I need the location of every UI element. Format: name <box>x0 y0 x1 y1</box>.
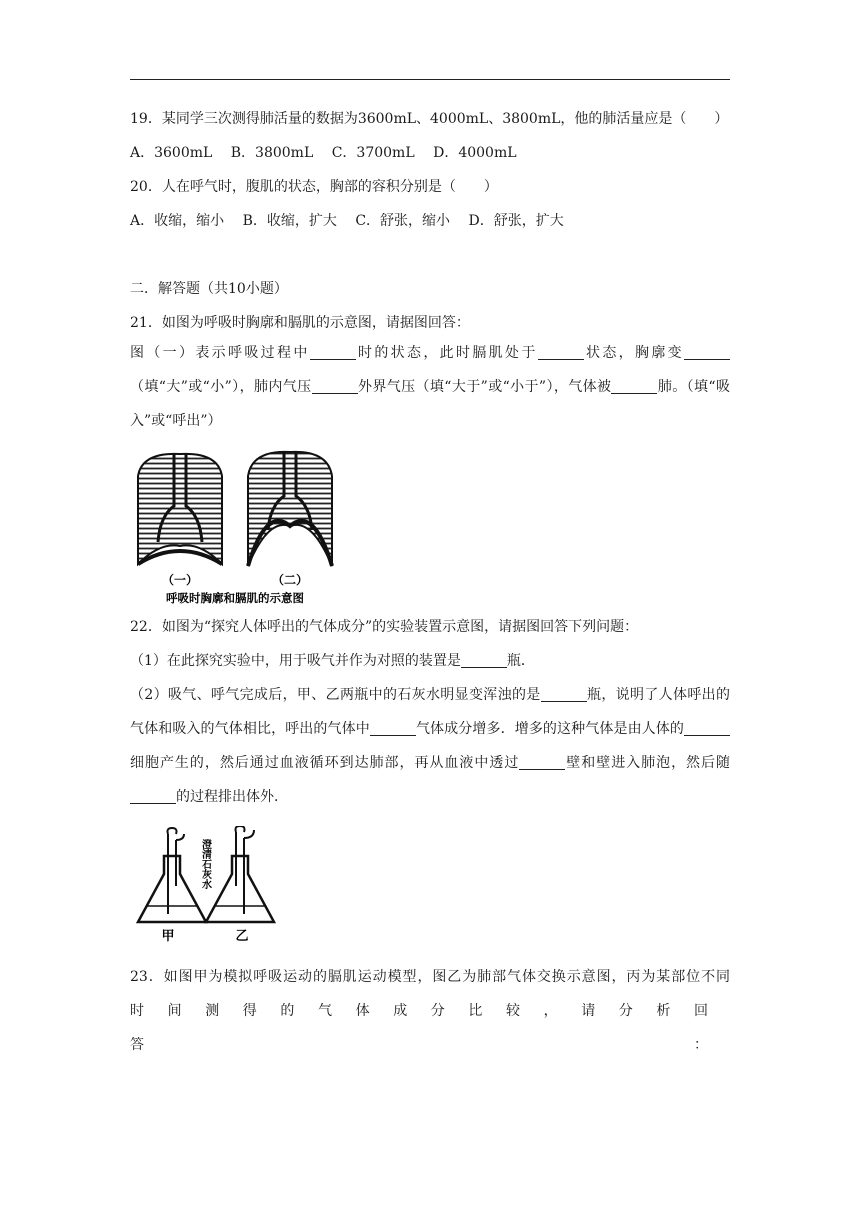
option-d: D．舒张，扩大 <box>468 213 564 229</box>
answer-blank[interactable] <box>684 721 730 736</box>
limewater-apparatus-figure <box>130 826 280 944</box>
question-22-stem: 22．如图为“探究人体呼出的气体成分”的实验装置示意图，请据图回答下列问题： <box>130 619 639 635</box>
figure-caption: 呼吸时胸廓和膈肌的示意图 <box>166 591 304 605</box>
answer-blank[interactable] <box>541 687 587 702</box>
question-23-line-2: 时间测得的气体成分比较，请分析回答： <box>130 1003 730 1053</box>
flask-jia-icon <box>138 828 206 922</box>
answer-blank[interactable] <box>519 755 565 770</box>
option-c: C．舒张，缩小 <box>355 213 451 229</box>
question-21-body: 图（一）表示呼吸过程中 时的状态，此时膈肌处于 状态，胸廓变（填“大”或“小”），肺内气压 外界气压（填“大于”或“小于”），气体被 肺。（填“吸入”或“呼出”） <box>130 345 730 429</box>
answer-blank[interactable] <box>312 379 358 394</box>
question-23-line-1: 23．如图甲为模拟呼吸运动的膈肌运动模型，图乙为肺部气体交换示意图，丙为某部位不同 <box>130 969 730 985</box>
question-22-part-2: （2）吸气、呼气完成后，甲、乙两瓶中的石灰水明显变浑浊的是 瓶，说明了人体呼出的气体和吸入的气体相比，呼出的气体中 气体成分增多．增多的这种气体是由人体的细胞产生的，然后通过血液循环到达肺部，再从血液中透过 壁和壁进入肺泡，然后随的过程排出体外． <box>130 687 731 805</box>
lungs-two-icon <box>248 452 332 566</box>
figure-label-one: （一） <box>161 573 199 587</box>
lungs-diaphragm-figure <box>130 446 340 606</box>
figure-label-two: （二） <box>271 573 309 587</box>
header-rule <box>130 79 730 80</box>
limewater-label: 澄清石灰水 <box>199 839 211 889</box>
option-c: C．3700mL <box>331 145 415 161</box>
option-b: B．3800mL <box>230 145 314 161</box>
option-a: A．3600mL <box>130 145 213 161</box>
answer-blank[interactable] <box>684 345 730 360</box>
answer-blank[interactable] <box>130 789 176 804</box>
option-b: B．收缩，扩大 <box>242 213 337 229</box>
worksheet-page <box>130 108 730 1062</box>
question-20-options <box>130 210 730 232</box>
section-title: 二．解答题（共10小题） <box>130 281 288 297</box>
answer-blank[interactable] <box>538 345 584 360</box>
question-21-stem: 21．如图为呼吸时胸廓和膈肌的示意图，请据图回答： <box>130 315 470 331</box>
flask-jia-label: 甲 <box>161 929 175 944</box>
question-19-options <box>130 142 730 164</box>
lungs-one-icon <box>138 454 222 564</box>
question-19-stem: 19．某同学三次测得肺活量的数据为3600mL、4000mL、3800mL，他的肺活量应是（ ） <box>130 111 729 127</box>
flask-yi-label: 乙 <box>235 929 249 944</box>
question-22-part-1: （1）在此探究实验中，用于吸气并作为对照的装置是 瓶． <box>130 653 535 669</box>
question-20-stem: 20．人在呼气时，腹肌的状态，胸部的容积分别是（ ） <box>130 179 498 195</box>
option-a: A．收缩，缩小 <box>130 213 225 229</box>
option-d: D．4000mL <box>433 145 517 161</box>
answer-blank[interactable] <box>310 345 356 360</box>
flask-yi-icon <box>206 826 274 922</box>
answer-blank[interactable] <box>611 379 657 394</box>
answer-blank[interactable] <box>370 721 416 736</box>
answer-blank[interactable] <box>461 653 507 668</box>
